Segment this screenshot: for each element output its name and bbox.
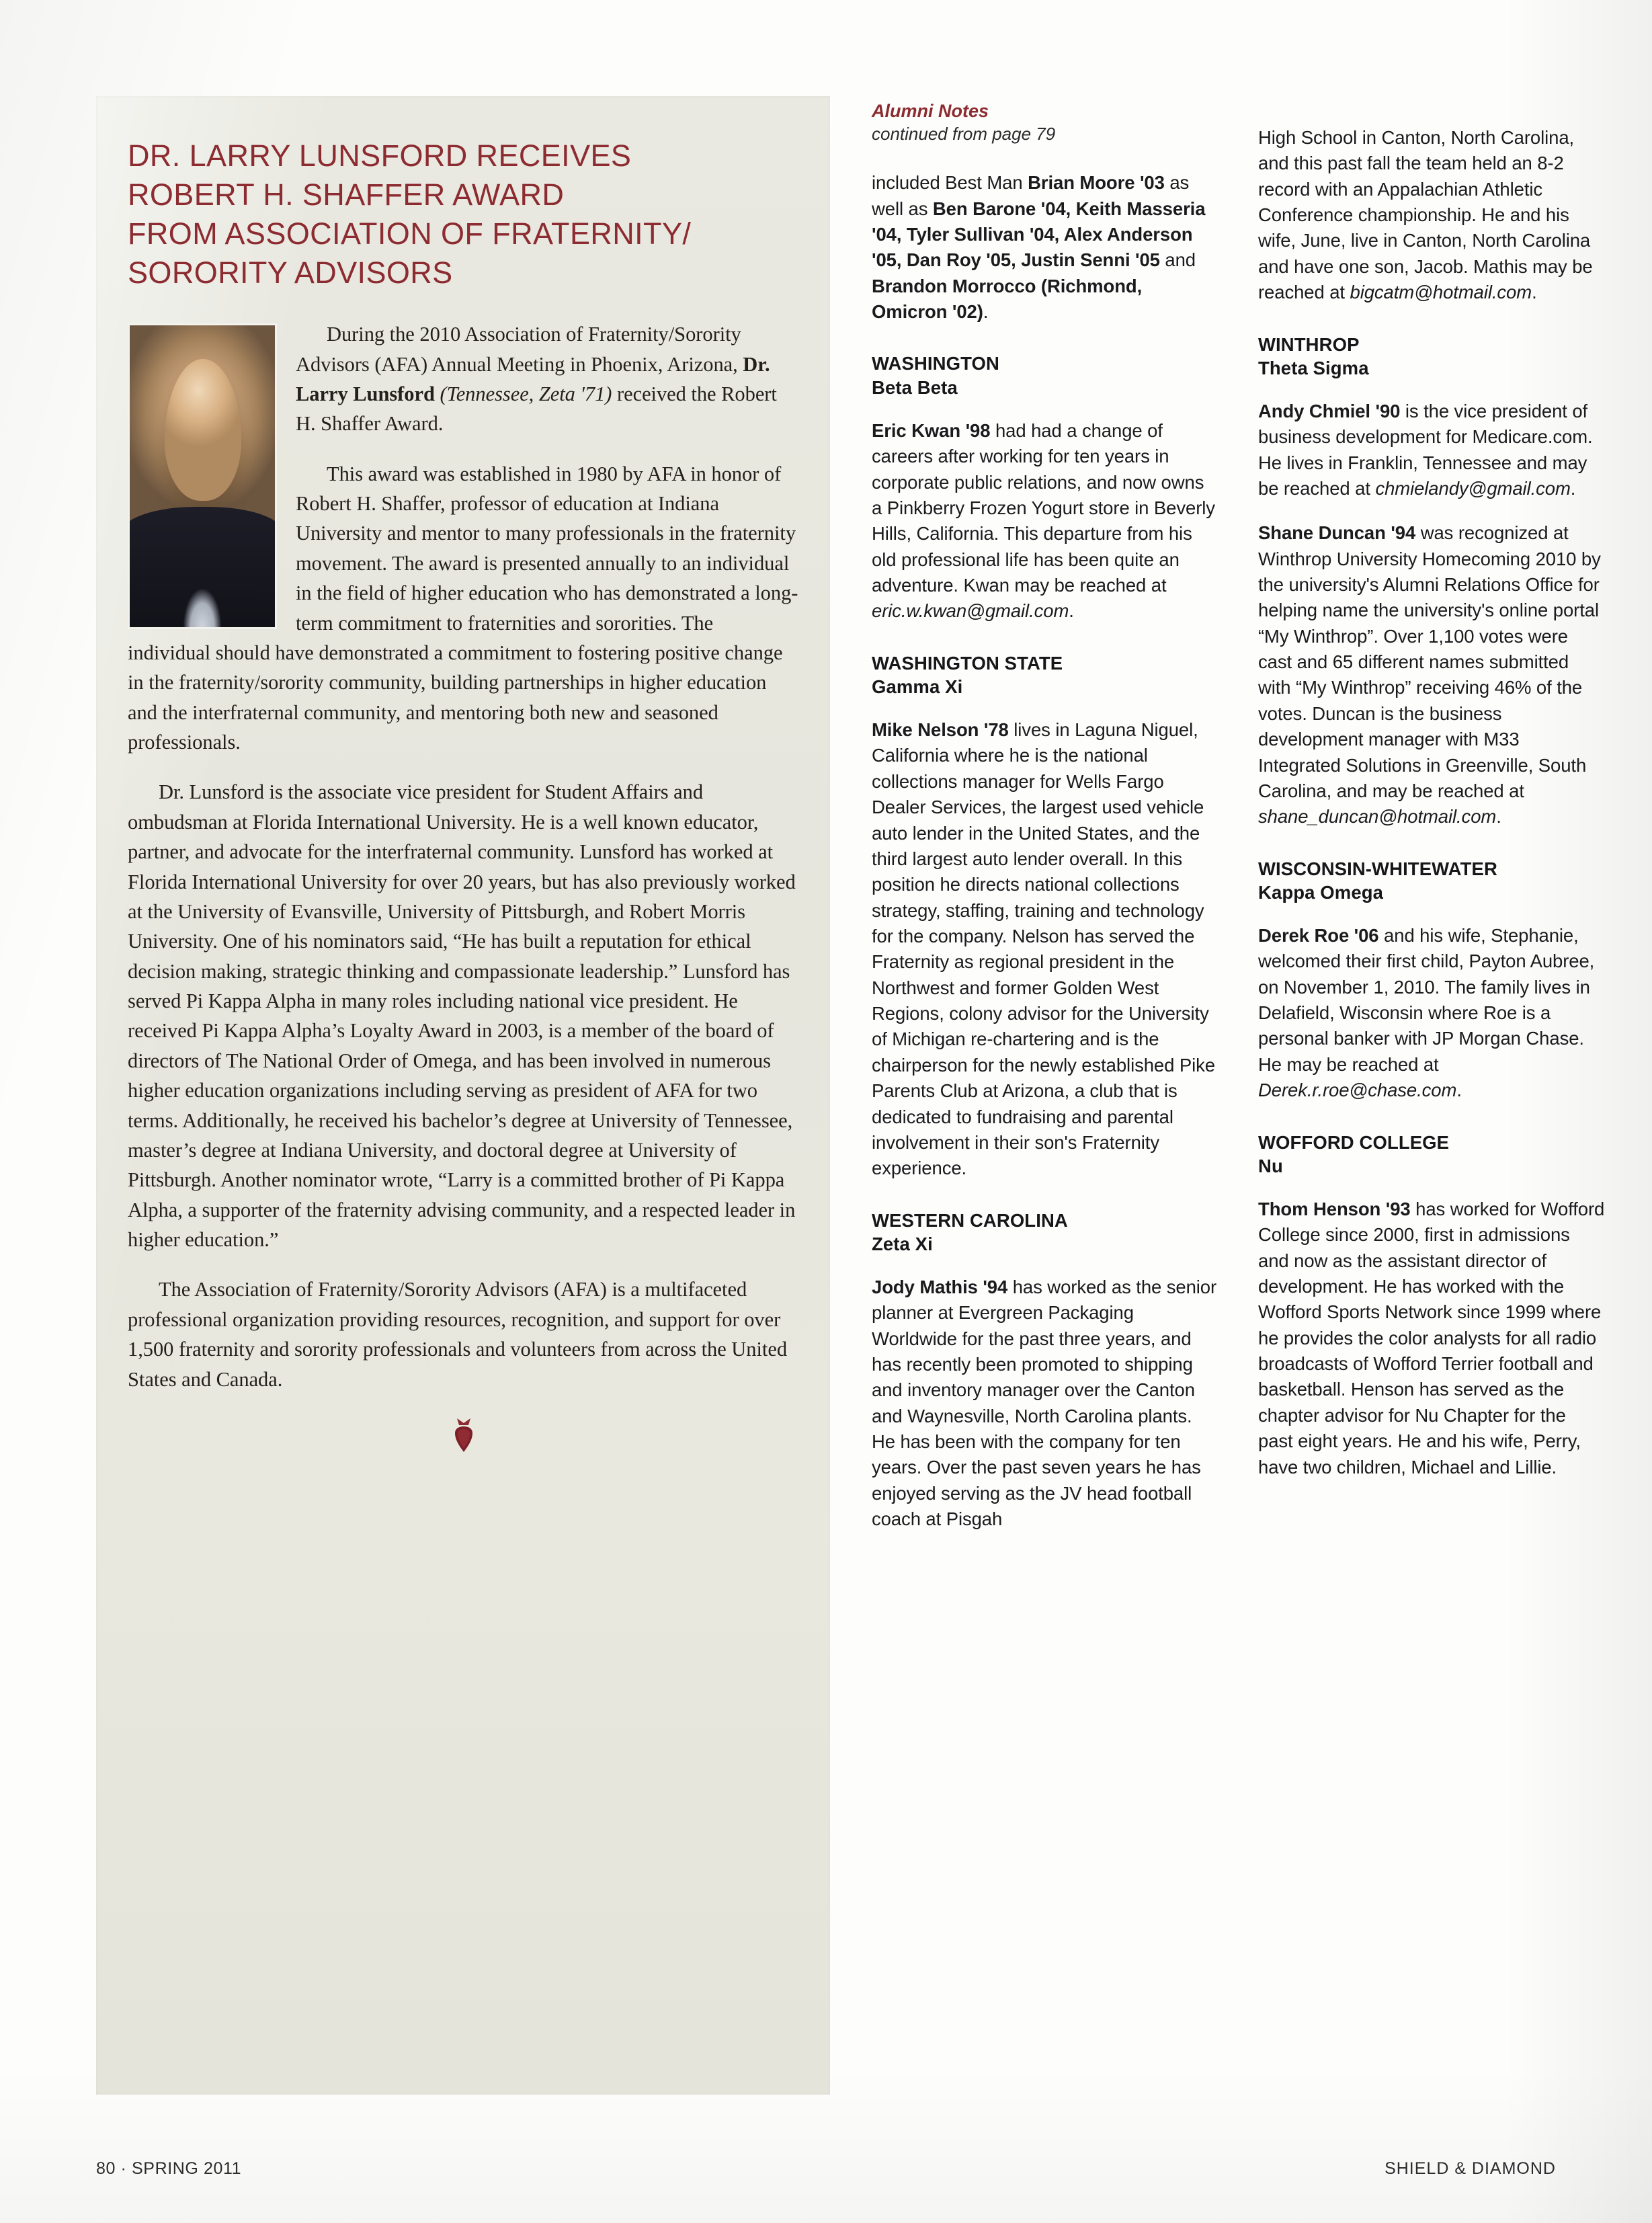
headline-line: DR. LARRY LUNSFORD RECEIVES	[128, 138, 632, 173]
text-run: Jody Mathis '94	[872, 1276, 1008, 1297]
alumni-note	[872, 717, 1219, 1181]
text-run: shane_duncan@hotmail.com	[1258, 806, 1497, 827]
alumni-note	[872, 418, 1219, 624]
alumni-note	[1258, 1197, 1605, 1480]
text-run: .	[1532, 282, 1537, 303]
chapter-greek-name: Zeta Xi	[872, 1233, 933, 1254]
alumni-notes-column-right	[1258, 101, 1605, 1480]
chapter-school-name: WISCONSIN-WHITEWATER	[1258, 858, 1497, 879]
chapter-school-name: WASHINGTON STATE	[872, 652, 1063, 674]
text-run: Mike Nelson '78	[872, 719, 1009, 741]
text-run: included Best Man	[872, 172, 1028, 194]
chapter-heading	[872, 352, 1219, 399]
chapter-heading	[1258, 333, 1605, 380]
chapter-greek-name: Beta Beta	[872, 376, 958, 398]
text-run: as well as	[872, 172, 1190, 219]
alumni-note	[1258, 923, 1605, 1104]
alumni-note	[872, 1275, 1219, 1533]
text-run: and	[1159, 249, 1196, 271]
chapter-heading	[1258, 1131, 1605, 1178]
chapter-greek-name: Gamma Xi	[872, 676, 963, 697]
portrait-photo	[128, 323, 277, 629]
alumni-note-continuation	[1258, 125, 1605, 306]
chapter-school-name: WESTERN CAROLINA	[872, 1209, 1068, 1231]
alumni-note	[1258, 520, 1605, 830]
text-run: and his wife, Stephanie, welcomed their first child, Payton Aubree, on November 1, 2010. The family lives in Delafield, Wisconsin where Roe is a personal banker with JP Morgan Chase. He may be reached at	[1258, 925, 1595, 1075]
text-run: Dr. Larry Lunsford	[296, 352, 770, 405]
text-run: (Tennessee, Zeta '71)	[440, 382, 612, 405]
text-run: chmielandy@gmail.com	[1375, 477, 1571, 499]
feature-article-panel	[96, 96, 830, 2095]
text-run: Eric Kwan '98	[872, 419, 991, 441]
text-run: lives in Laguna Niguel, California where he is the national collections manager for Wells Fargo Dealer Services, the largest used vehicle auto lender in the United States, and the third largest auto lender overall. In this position he directs national collections strategy, staffing, training and technology for the company. Nelson has served the Fraternity as regional president in the Northwest and former Golden West Regions, colony advisor for the University of Michigan re-chartering and is the chairperson for the newly established Pike Parents Club at Arizona, a club that is dedicated to fundraising and parental involvement in their son's Fraternity experience.	[872, 719, 1215, 1179]
text-run: This award was established in 1980 by AFA in honor of Robert H. Shaffer, professor of education at Indiana University and mentor to many professionals in the fraternity movement. The award is presented annually to an individual in the field of higher education who has demonstrated a long-term commitment to fraternities and sororities. The individual should have demonstrated a commitment to fostering positive change in the fraternity/sorority community, building partnerships in higher education and the interfraternal community, and mentoring both new and seasoned professionals.	[128, 462, 798, 754]
chapter-greek-name: Nu	[1258, 1155, 1283, 1176]
headline-line: FROM ASSOCIATION OF FRATERNITY/	[128, 216, 692, 251]
text-run: .	[1570, 477, 1576, 499]
text-run: Brandon Morrocco (Richmond, Omicron '02)	[872, 275, 1143, 323]
text-run: Ben Barone '04, Keith Masseria '04, Tyler Sullivan '04, Alex Anderson '05, Dan Roy '05, Justin Senni '05	[872, 198, 1206, 271]
text-run: Brian Moore '03	[1028, 172, 1165, 194]
folio-page-number: 80 · SPRING 2011	[96, 2159, 242, 2178]
alumni-notes-column-middle	[872, 101, 1219, 1533]
text-run: received the Robert H. Shaffer Award.	[296, 382, 777, 436]
text-run: .	[1456, 1080, 1462, 1101]
folio-publication-name: SHIELD & DIAMOND	[1385, 2159, 1556, 2178]
chapter-school-name: WASHINGTON	[872, 353, 999, 374]
right-column-body	[1258, 125, 1605, 1480]
text-run: has worked as the senior planner at Evergreen Packaging Worldwide for the past three years, and has recently been promoted to shipping and inventory manager over the Canton and Waynesville, North Carolina plants. He has been with the company for ten years. Over the past seven years he has enjoyed serving as the JV head football coach at Pisgah	[872, 1276, 1217, 1530]
headline-line: SORORITY ADVISORS	[128, 255, 453, 290]
middle-column-body	[872, 170, 1219, 1532]
text-run: Derek Roe '06	[1258, 925, 1379, 946]
feature-paragraph	[128, 777, 800, 1254]
chapter-heading	[872, 1209, 1219, 1256]
chapter-greek-name: Kappa Omega	[1258, 881, 1384, 903]
text-run: was recognized at Winthrop University Homecoming 2010 by the university's Alumni Relations Office for helping name the university's online portal “My Winthrop”. Over 1,100 votes were cast and 65 different names submitted with “My Winthrop” receiving 46% of the votes. Duncan is the business development manager with M33 Integrated Solutions in Greenville, South Carolina, and may be reached at	[1258, 522, 1601, 801]
feature-article-content	[128, 136, 800, 1457]
page-title	[128, 136, 800, 292]
text-run: .	[1496, 806, 1501, 827]
alumni-notes-kicker: Alumni Notes	[872, 101, 989, 121]
text-run: High School in Canton, North Carolina, and this past fall the team held an 8-2 record with an Appalachian Athletic Conference championship. He and his wife, June, live in Canton, North Carolina and have one son, Jacob. Mathis may be reached at	[1258, 127, 1593, 303]
page-footer	[0, 2159, 1652, 2190]
text-run: The Association of Fraternity/Sorority Advisors (AFA) is a multifaceted professional organization providing resources, recognition, and support for over 1,500 fraternity and sorority professionals and volunteers from across the United States and Canada.	[128, 1278, 788, 1391]
shield-ornament-icon	[128, 1417, 800, 1457]
text-run: Derek.r.roe@chase.com	[1258, 1080, 1457, 1101]
alumni-note	[1258, 399, 1605, 501]
text-run: Andy Chmiel '90	[1258, 400, 1401, 421]
feature-paragraph	[128, 1275, 800, 1394]
text-run: During the 2010 Association of Fraternity/Sorority Advisors (AFA) Annual Meeting in Phoenix, Arizona,	[296, 323, 743, 376]
text-run: is the vice president of business development for Medicare.com. He lives in Franklin, Tennessee and may be reached at	[1258, 400, 1593, 499]
text-run: .	[983, 301, 989, 323]
text-run: bigcatm@hotmail.com	[1350, 282, 1532, 303]
alumni-notes-continued-from: continued from page 79	[872, 124, 1056, 145]
text-run: .	[1069, 600, 1074, 622]
text-run: Dr. Lunsford is the associate vice president for Student Affairs and ombudsman at Florida International University. He is a well known educator, partner, and advocate for the interfraternal community. Lunsford has worked at Florida International University for over 20 years, but has also previously worked at the University of Evansville, University of Pittsburgh, and Robert Morris University. One of his nominators said, “He has built a reputation for ethical decision making, strategic thinking and compassionate leadership.” Lunsford has served Pi Kappa Alpha in many roles including national vice president. He received Pi Kappa Alpha’s Loyalty Award in 2003, is a member of the board of directors of The National Order of Omega, and has been involved in numerous higher education organizations including serving as president of AFA for two terms. Additionally, he received his bachelor’s degree at University of Tennessee, master’s degree at Indiana University, and doctoral degree at University of Pittsburgh. Another nominator wrote, “Larry is a committed brother of Pi Kappa Alpha, a supporter of the fraternity advising community, and a respected leader in higher education.”	[128, 780, 796, 1252]
text-run: Shane Duncan '94	[1258, 522, 1416, 544]
text-run: had had a change of careers after working for ten years in corporate public relations, and now owns a Pinkberry Frozen Yogurt store in Beverly Hills, California. This departure from his old professional life has been quite an adventure. Kwan may be reached at	[872, 419, 1215, 596]
alumni-note-continuation	[872, 170, 1219, 325]
chapter-heading	[1258, 857, 1605, 904]
chapter-heading	[872, 651, 1219, 698]
text-run: has worked for Wofford College since 2000, first in admissions and now as the assistant director of development. He has worked with the Wofford Sports Network since 1999 where he provides the color analysts for all radio broadcasts of Wofford Terrier football and basketball. Henson has served as the chapter advisor for Nu Chapter for the past eight years. He and his wife, Perry, have two children, Michael and Lillie.	[1258, 1198, 1605, 1478]
text-run: Thom Henson '93	[1258, 1198, 1411, 1219]
chapter-school-name: WINTHROP	[1258, 333, 1360, 355]
chapter-school-name: WOFFORD COLLEGE	[1258, 1131, 1450, 1153]
text-run: eric.w.kwan@gmail.com	[872, 600, 1069, 622]
chapter-greek-name: Theta Sigma	[1258, 357, 1369, 378]
headline-line: ROBERT H. SHAFFER AWARD	[128, 177, 565, 212]
